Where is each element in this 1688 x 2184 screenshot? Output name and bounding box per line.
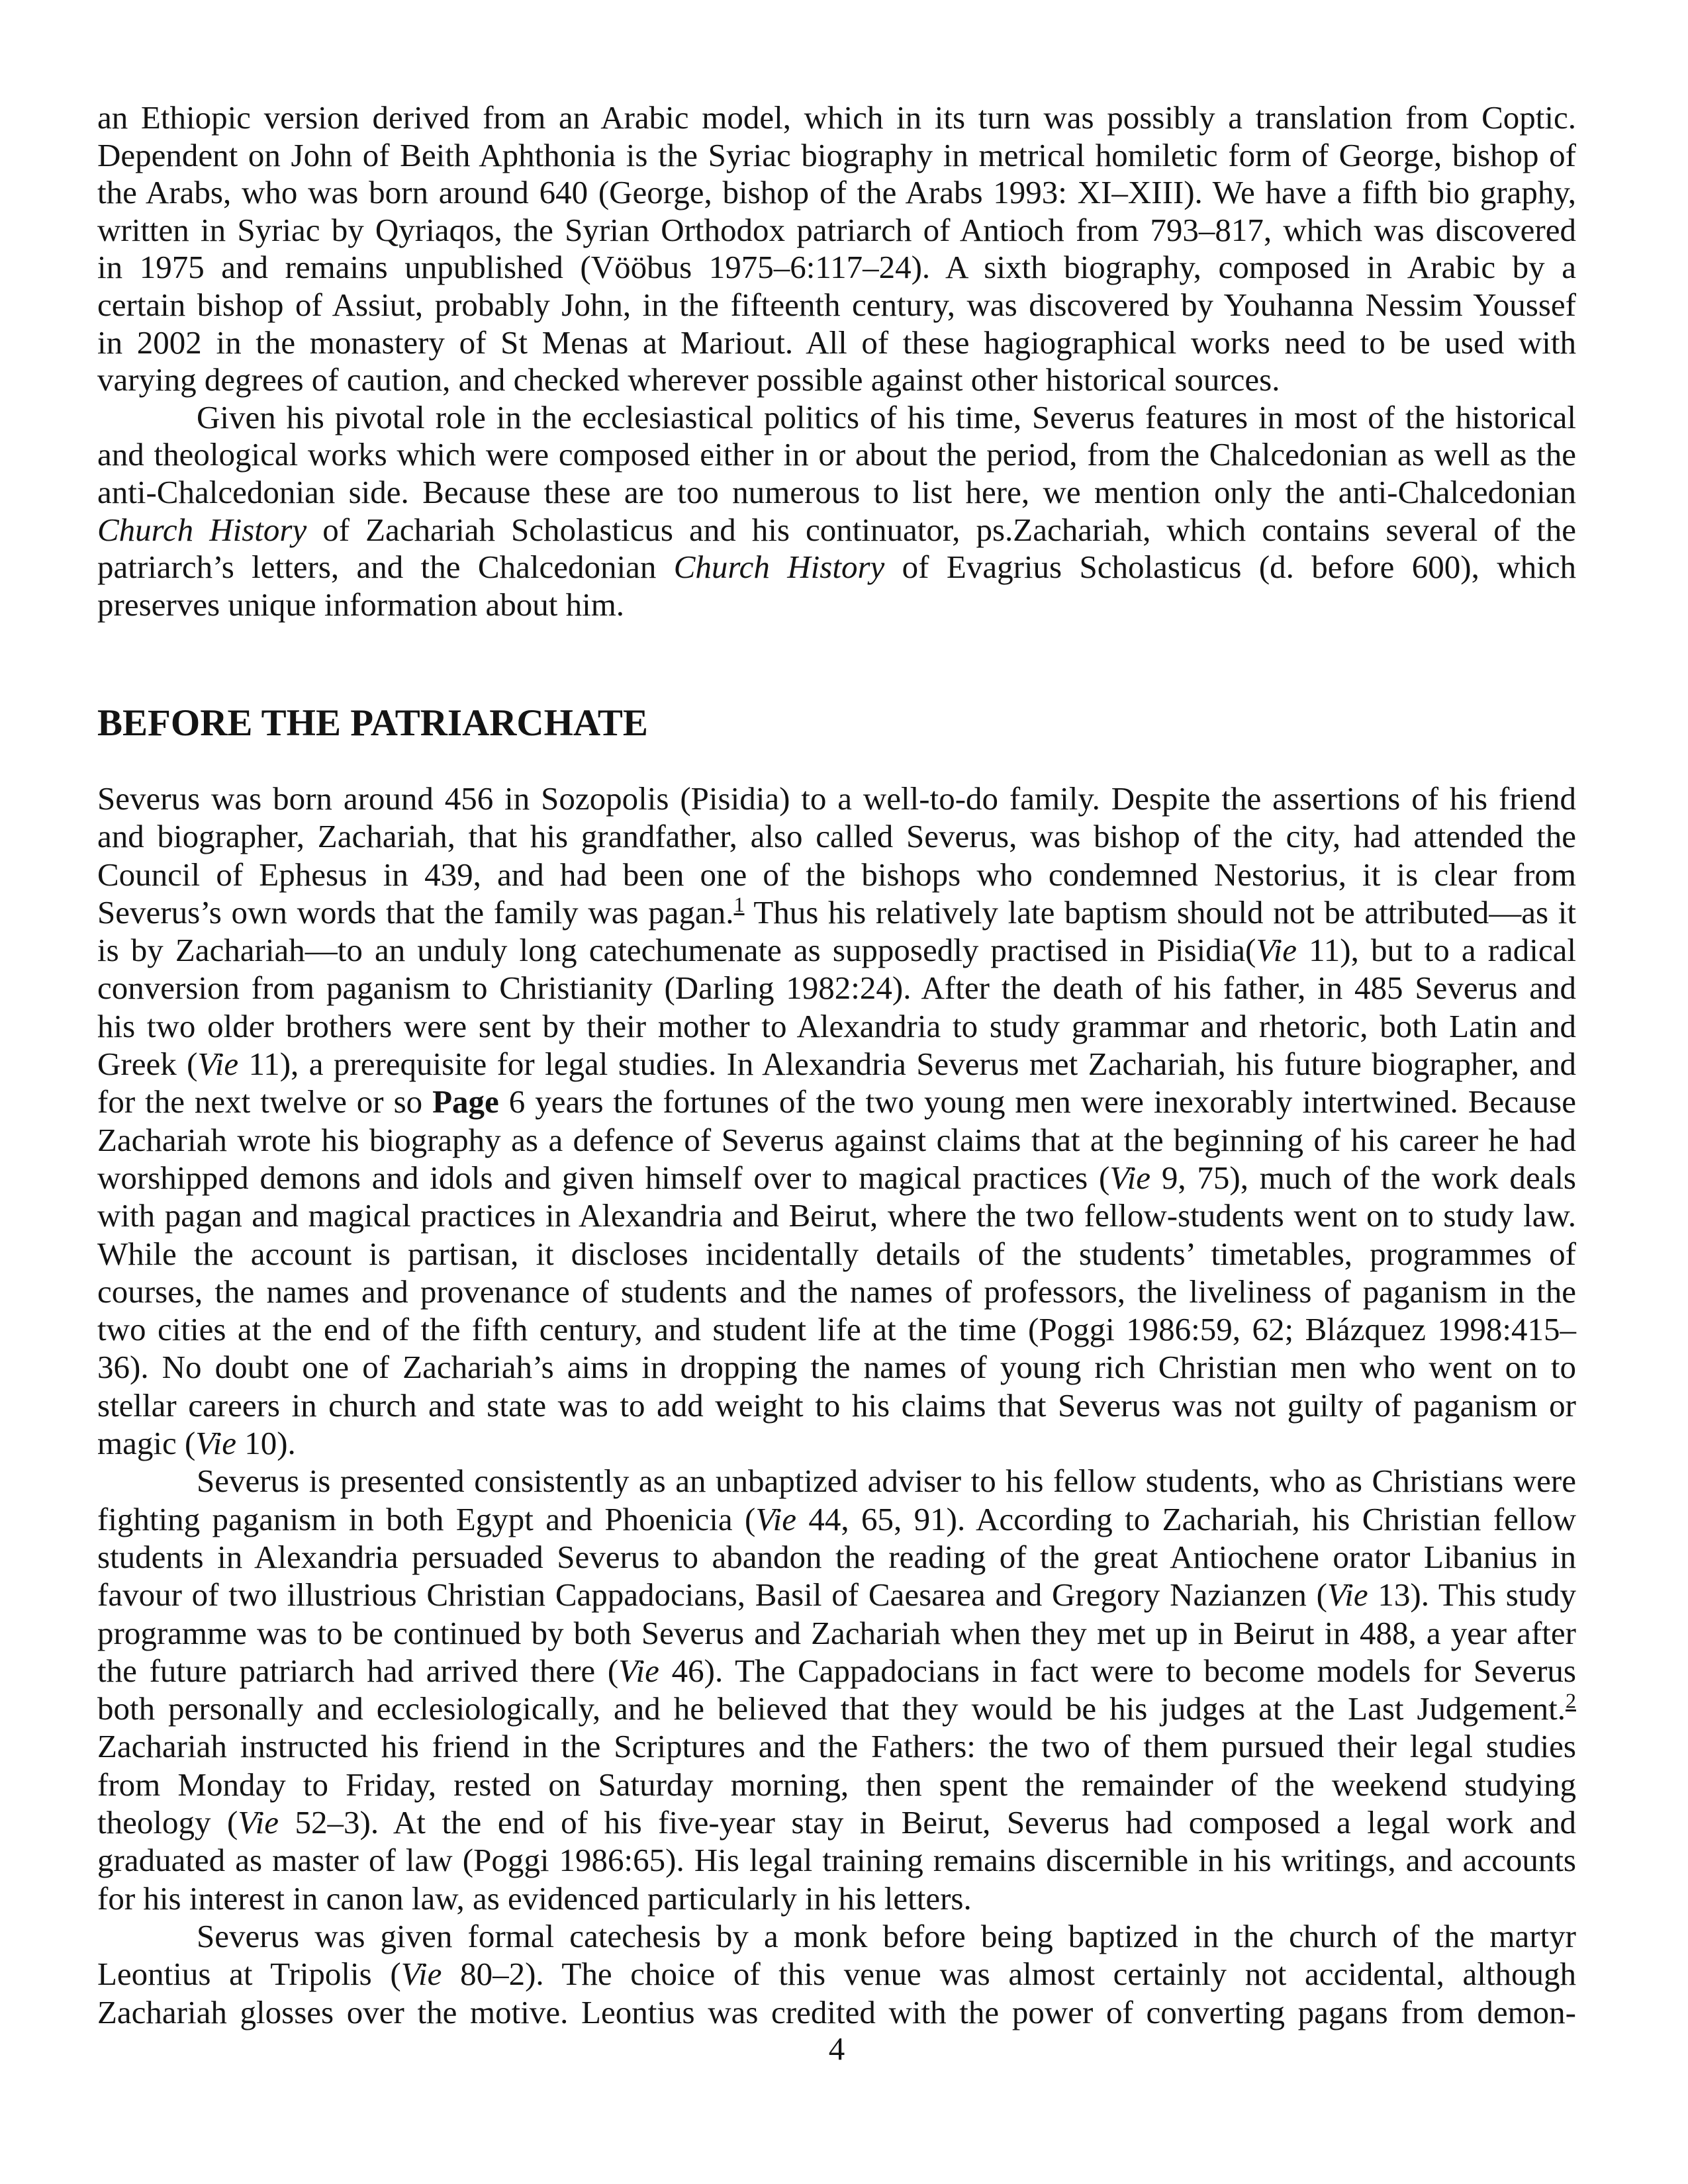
text-line [97,1993,1576,2031]
text-line [97,1424,1576,1462]
text-line [97,137,1576,175]
text-line [97,549,1576,586]
text-run: certain bishop of Assiut, probably John, in the fifteenth century, was discovered by Youhanna Nessim Youssef [97,286,1576,323]
text-run: students in Alexandria persuaded Severus to abandon the reading of the great Antiochene orator Libanius in [97,1538,1576,1575]
text-run: Thus his relatively late baptism should not be attributed—as it [744,893,1576,931]
text-run: is by Zachariah—to an unduly long catechumenate as supposedly practised in Pisidia( [97,932,1256,969]
text-run: of Zachariah Scholasticus and his continuator, ps.Zachariah, which contains several of the [306,511,1576,548]
text-run: Dependent on John of Beith Aphthonia is the Syriac biography in metrical homiletic form of George, bishop of [97,136,1576,173]
text-run: in 2002 in the monastery of St Menas at Mariout. All of these hagiographical works need to be used with [97,324,1576,361]
text-line [97,856,1576,893]
text-run: an Ethiopic version derived from an Arabic model, which in its turn was possibly a translation from Coptic. [97,99,1576,136]
text-line [97,817,1576,855]
text-line [97,893,1576,931]
text-line [97,1348,1576,1386]
page-number: 4 [828,2030,845,2067]
text-run: Severus was born around 456 in Sozopolis (Pisidia) to a well-to-do family. Despite the assertions of his friend [97,780,1576,817]
text-run: worshipped demons and idols and given himself over to magical practices ( [97,1159,1110,1196]
text-line [97,1462,1576,1500]
text-run: conversion from paganism to Christianity (Darling 1982:24). After the death of his father, in 485 Severus and [97,970,1576,1007]
text-run: graduated as master of law (Poggi 1986:65). His legal training remains discernible in his writings, and accounts [97,1842,1576,1879]
italic-run: Vie [755,1500,796,1537]
paragraph [97,1462,1576,1917]
text-run: for the next twelve or so [97,1083,433,1120]
text-line [97,1690,1576,1727]
text-run: Severus’s own words that the family was pagan. [97,893,734,931]
text-run: preserves unique information about him. [97,586,625,623]
italic-run: Vie [618,1652,659,1689]
text-line [97,249,1576,287]
text-run: 10). [236,1425,296,1462]
text-run: patriarch’s letters, and the Chalcedonian [97,549,674,586]
text-line [97,1500,1576,1538]
text-run: 46). The Cappadocians in fact were to become models for Severus [659,1652,1576,1689]
text-line [97,1235,1576,1273]
italic-run: Church History [673,549,885,586]
text-run: While the account is partisan, it discloses incidentally details of the students’ timetables, programmes of [97,1235,1576,1272]
paragraph [97,1917,1576,2031]
text-run: 11), a prerequisite for legal studies. In Alexandria Severus met Zachariah, his future biographer, and [238,1046,1576,1083]
text-line [97,1310,1576,1348]
text-run: varying degrees of caution, and checked wherever possible against other historical sources. [97,361,1280,398]
text-line [97,99,1576,137]
text-line [97,1197,1576,1234]
text-line [97,1273,1576,1310]
text-line [97,1159,1576,1197]
text-line [97,324,1576,362]
text-line [97,586,1576,624]
italic-run: Vie [238,1804,279,1841]
text-run: Severus is presented consistently as an unbaptized adviser to his fellow students, who as Christians were [197,1463,1576,1500]
text-run: theology ( [97,1804,238,1841]
footnote-ref-1[interactable]: 1 [733,892,745,917]
text-line [97,361,1576,399]
text-run: the Arabs, who was born around 640 (George, bishop of the Arabs 1993: XI–XIII). We have a fifth bio graphy, [97,174,1576,211]
italic-run: Church History [97,511,307,548]
section-heading: BEFORE THE PATRIARCHATE [97,702,648,744]
text-line [97,436,1576,474]
text-run: favour of two illustrious Christian Cappadocians, Basil of Caesarea and Gregory Nazianzen ( [97,1576,1327,1614]
text-run: for his interest in canon law, as evidenced particularly in his letters. [97,1880,972,1917]
text-line [97,1766,1576,1803]
text-run: 52–3). At the end of his five-year stay in Beirut, Severus had composed a legal work and [279,1804,1577,1841]
text-run: anti-Chalcedonian side. Because these are too numerous to list here, we mention only the anti-Chalcedonian [97,473,1576,510]
text-run: stellar careers in church and state was to add weight to his claims that Severus was not guilty of paganism or [97,1387,1576,1424]
text-run: both personally and ecclesiologically, and he believed that they would be his judges at the Last Judgement. [97,1690,1566,1727]
text-line [97,399,1576,437]
text-run: 11), but to a radical [1297,932,1577,969]
text-run: programme was to be continued by both Severus and Zachariah when they met up in Beirut in 488, a year after [97,1614,1576,1651]
text-run: Severus was given formal catechesis by a monk before being baptized in the church of the martyr [197,1917,1576,1954]
text-run: Council of Ephesus in 439, and had been one of the bishops who condemned Nestorius, it is clear from [97,856,1576,893]
text-run: written in Syriac by Qyriaqos, the Syrian Orthodox patriarch of Antioch from 793–817, which was discovered [97,211,1576,248]
text-line [97,1917,1576,1955]
text-run: Zachariah instructed his friend in the Scriptures and the Fathers: the two of them pursued their legal studies [97,1728,1576,1765]
text-run: 44, 65, 91). According to Zachariah, his Christian fellow [796,1500,1576,1537]
text-line [97,1576,1576,1614]
section-before-the-patriarchate [97,780,1576,2031]
italic-run: Vie [1256,932,1297,969]
text-line [97,212,1576,250]
paragraph [97,99,1576,399]
text-run: Leontius at Tripolis ( [97,1956,401,1993]
bold-run: Page [432,1083,499,1120]
text-line [97,1955,1576,1993]
text-run: 9, 75), much of the work deals [1150,1159,1577,1196]
text-run: his two older brothers were sent by their mother to Alexandria to study grammar and rhetoric, both Latin and [97,1007,1576,1044]
text-line [97,1045,1576,1083]
text-line [97,1083,1576,1120]
text-run: with pagan and magical practices in Alexandria and Beirut, where the two fellow-students went on to study law. [97,1197,1576,1234]
paragraph [97,399,1576,624]
text-run: Greek ( [97,1046,198,1083]
italic-run: Vie [197,1046,239,1083]
text-line [97,1652,1576,1690]
text-run: magic ( [97,1425,196,1462]
text-run: courses, the names and provenance of students and the names of professors, the liveliness of paganism in the [97,1273,1576,1310]
text-line [97,174,1576,212]
text-run: 13). This study [1368,1576,1576,1614]
text-line [97,1007,1576,1045]
text-run: Zachariah glosses over the motive. Leontius was credited with the power of converting pagans from demon- [97,1993,1576,2030]
footnote-ref-2[interactable]: 2 [1566,1688,1576,1713]
italic-run: Vie [400,1956,442,1993]
paragraph [97,780,1576,1462]
text-run: from Monday to Friday, rested on Saturday morning, then spent the remainder of the weekend studying [97,1766,1576,1803]
text-line [97,512,1576,549]
text-run: two cities at the end of the fifth century, and student life at the time (Poggi 1986:59, 62; Blázquez 1998:415– [97,1311,1576,1348]
text-line [97,1880,1576,1917]
text-line [97,1538,1576,1576]
italic-run: Vie [195,1425,236,1462]
text-line [97,1727,1576,1765]
text-line [97,1841,1576,1879]
text-run: Zachariah wrote his biography as a defence of Severus against claims that at the beginning of his career he had [97,1121,1576,1158]
text-line [97,1803,1576,1841]
text-line [97,969,1576,1007]
text-line [97,931,1576,969]
section-biographies-continued [97,99,1576,623]
text-line [97,1121,1576,1159]
italic-run: Vie [1109,1159,1151,1196]
italic-run: Vie [1327,1576,1368,1614]
text-line [97,287,1576,324]
text-run: Given his pivotal role in the ecclesiastical politics of his time, Severus features in most of the historical [197,398,1576,435]
text-run: 80–2). The choice of this venue was almost certainly not accidental, although [442,1956,1576,1993]
text-line [97,1614,1576,1652]
text-run: in 1975 and remains unpublished (Vööbus 1975–6:117–24). A sixth biography, composed in Arabic by a [97,249,1576,286]
text-run: and biographer, Zachariah, that his grandfather, also called Severus, was bishop of the city, had attended the [97,818,1576,855]
text-run: 36). No doubt one of Zachariah’s aims in dropping the names of young rich Christian men who went on to [97,1349,1576,1386]
text-run: of Evagrius Scholasticus (d. before 600), which [884,549,1576,586]
text-line [97,780,1576,817]
text-line [97,474,1576,512]
text-run: and theological works which were composed either in or about the period, from the Chalcedonian as well as the [97,436,1576,473]
text-run: 6 years the fortunes of the two young men were inexorably intertwined. Because [498,1083,1576,1120]
text-run: fighting paganism in both Egypt and Phoenicia ( [97,1500,756,1537]
text-run: the future patriarch had arrived there ( [97,1652,619,1689]
text-line [97,1387,1576,1424]
